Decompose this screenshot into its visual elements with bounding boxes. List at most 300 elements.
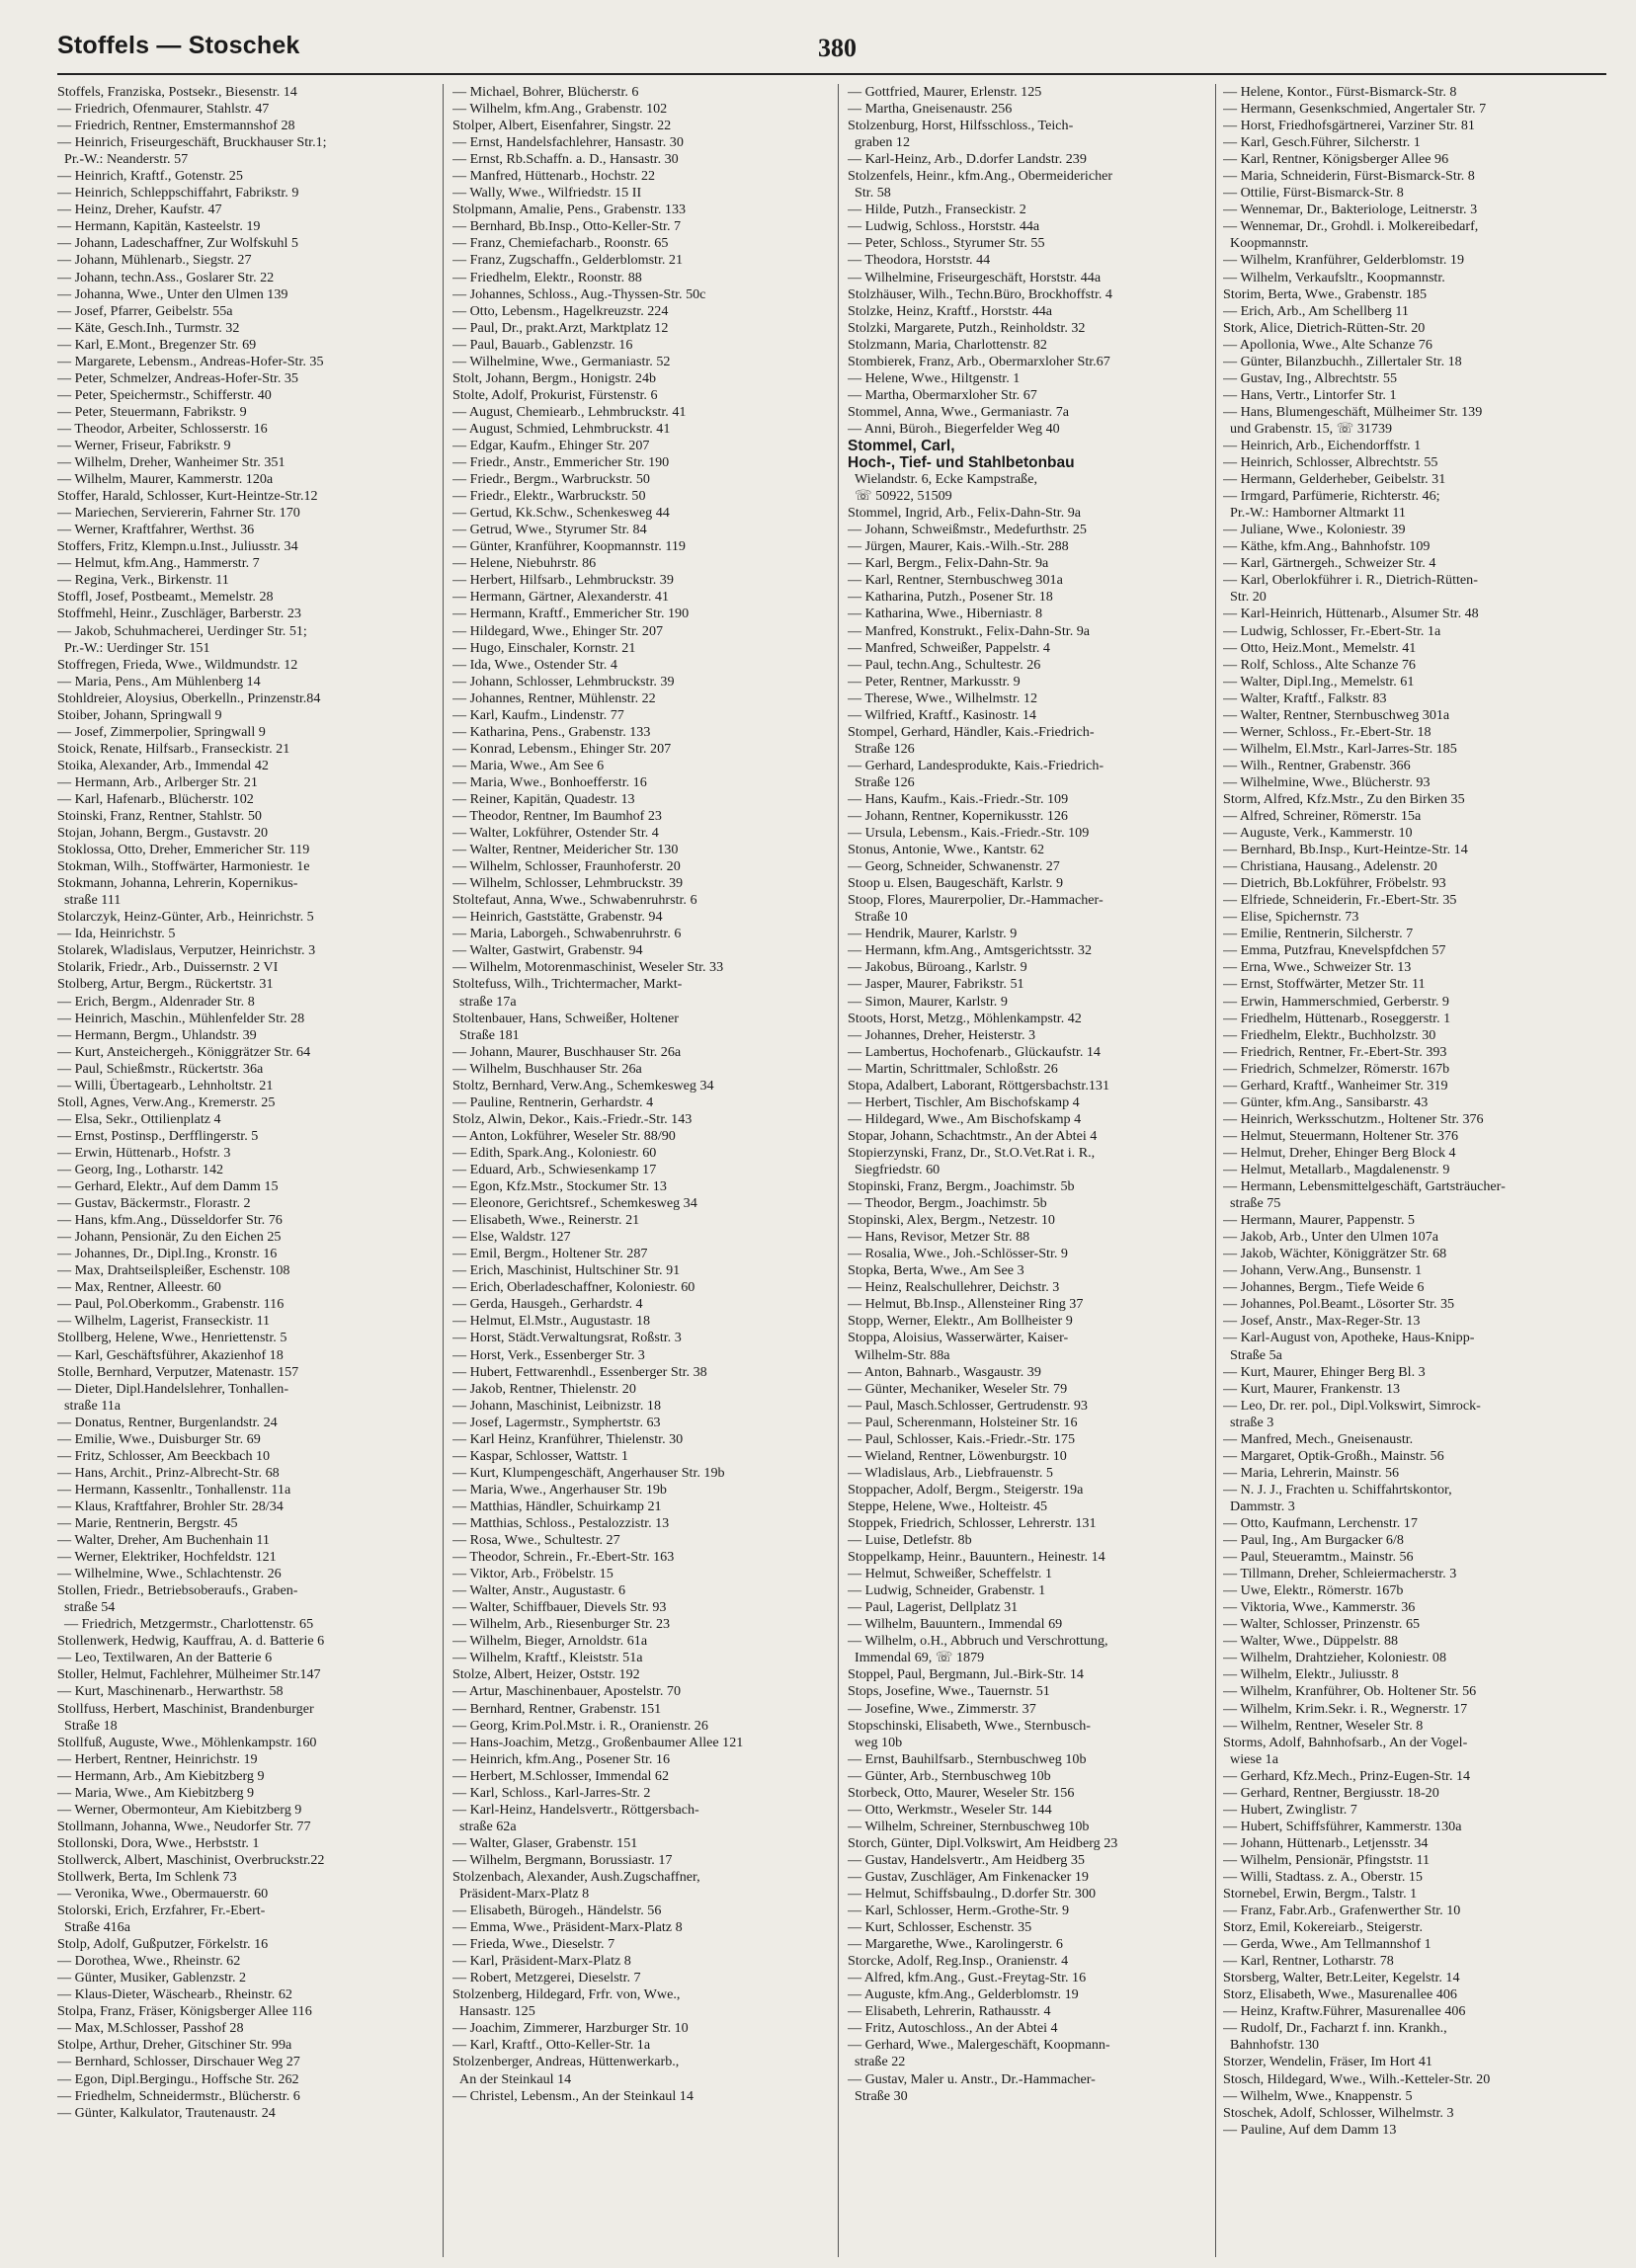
directory-entry: — Paul, Lagerist, Dellplatz 31 xyxy=(848,1599,1019,1616)
directory-entry: — Hans-Joachim, Metzg., Großenbaumer Allee 121 xyxy=(452,1734,744,1750)
directory-entry: — Walter, Rentner, Sternbuschweg 301a xyxy=(1223,706,1450,723)
directory-entry: Stollenwerk, Hedwig, Kauffrau, A. d. Batterie 6 xyxy=(57,1633,325,1650)
directory-entry: Wilhelm-Str. 88a xyxy=(848,1346,950,1363)
directory-entry: Stoschek, Adolf, Schlosser, Wilhelmstr. 3 xyxy=(1223,2104,1454,2121)
directory-entry: Stolte, Adolf, Prokurist, Fürstenstr. 6 xyxy=(452,386,658,403)
directory-entry: — Horst, Friedhofsgärtnerei, Varziner Str. 81 xyxy=(1223,118,1475,134)
directory-entry: — Hildegard, Wwe., Am Bischofskamp 4 xyxy=(848,1110,1082,1127)
directory-entry: — Marie, Rentnerin, Bergstr. 45 xyxy=(57,1514,238,1531)
directory-entry: Wielandstr. 6, Ecke Kampstraße, xyxy=(848,471,1037,488)
directory-entry: wiese 1a xyxy=(1223,1750,1278,1767)
directory-entry: — Elise, Spichernstr. 73 xyxy=(1223,909,1359,926)
directory-entry: — Juliane, Wwe., Koloniestr. 39 xyxy=(1223,522,1406,538)
directory-entry: — Hermann, Gesenkschmied, Angertaler Str. 7 xyxy=(1223,101,1487,118)
directory-entry: — Matthias, Schloss., Pestalozzistr. 13 xyxy=(452,1514,670,1531)
directory-entry: — Robert, Metzgerei, Dieselstr. 7 xyxy=(452,1970,641,1986)
directory-entry: — Karl, Kaufm., Lindenstr. 77 xyxy=(452,706,624,723)
directory-entry: — Wladislaus, Arb., Liebfrauenstr. 5 xyxy=(848,1464,1053,1481)
directory-entry: — Johann, Hüttenarb., Letjensstr. 34 xyxy=(1223,1834,1429,1851)
directory-entry: — Ida, Wwe., Ostender Str. 4 xyxy=(452,656,617,673)
directory-entry: — Wilhelmine, Wwe., Schlachtenstr. 26 xyxy=(57,1566,282,1582)
directory-entry: — Maria, Wwe., Am Kiebitzberg 9 xyxy=(57,1784,255,1801)
directory-entry: — Katharina, Wwe., Hiberniastr. 8 xyxy=(848,606,1042,622)
directory-entry: — Elisabeth, Wwe., Reinerstr. 21 xyxy=(452,1212,640,1229)
directory-entry: — Johann, Schlosser, Lehmbruckstr. 39 xyxy=(452,673,675,689)
page-number: 380 xyxy=(818,34,857,62)
directory-entry: Stopierzynski, Franz, Dr., St.O.Vet.Rat i. R., xyxy=(848,1144,1096,1161)
directory-entry: — Margaret, Optik-Großh., Mainstr. 56 xyxy=(1223,1447,1444,1464)
directory-entry: — Otto, Werkmstr., Weseler Str. 144 xyxy=(848,1801,1052,1818)
directory-entry: — Helmut, Metallarb., Magdalenenstr. 9 xyxy=(1223,1162,1450,1177)
directory-entry: — Hans, Blumengeschäft, Mülheimer Str. 139 xyxy=(1223,403,1483,420)
directory-entry: — Karl, E.Mont., Bregenzer Str. 69 xyxy=(57,336,257,353)
directory-entry: Stolpmann, Amalie, Pens., Grabenstr. 133 xyxy=(452,202,687,218)
directory-entry: — Wilhelm, Krim.Sekr. i. R., Wegnerstr. 17 xyxy=(1223,1700,1468,1717)
directory-entry: — Emma, Wwe., Präsident-Marx-Platz 8 xyxy=(452,1919,683,1936)
directory-entry: — August, Schmied, Lehmbruckstr. 41 xyxy=(452,420,671,437)
directory-entry: — Franz, Chemiefacharb., Roonstr. 65 xyxy=(452,235,669,252)
directory-entry: — Georg, Schneider, Schwanenstr. 27 xyxy=(848,858,1060,875)
directory-entry: Stops, Josefine, Wwe., Tauernstr. 51 xyxy=(848,1683,1050,1700)
directory-entry: Stolz, Alwin, Dekor., Kais.-Friedr.-Str. 143 xyxy=(452,1110,693,1127)
directory-entry: straße 62a xyxy=(452,1818,517,1834)
directory-entry: — Wilhelmine, Friseurgeschäft, Horststr. 44a xyxy=(848,269,1102,285)
directory-entry: — Paul, Schlosser, Kais.-Friedr.-Str. 175 xyxy=(848,1430,1076,1447)
directory-entry: Stoklossa, Otto, Dreher, Emmericher Str. 119 xyxy=(57,842,310,858)
directory-entry: — Heinrich, Schleppschiffahrt, Fabrikstr. 9 xyxy=(57,185,299,202)
directory-entry: — Max, Drahtseilspleißer, Eschenstr. 108 xyxy=(57,1262,290,1279)
directory-entry: — Ludwig, Schloss., Horststr. 44a xyxy=(848,218,1040,235)
directory-entry: — Friedrich, Ofenmaurer, Stahlstr. 47 xyxy=(57,101,270,118)
directory-entry: — Friedrich, Rentner, Fr.-Ebert-Str. 393 xyxy=(1223,1043,1447,1060)
directory-entry: Stoppek, Friedrich, Schlosser, Lehrerstr. 131 xyxy=(848,1514,1097,1531)
directory-entry: Stolzenberger, Andreas, Hüttenwerkarb., xyxy=(452,2054,680,2070)
directory-entry: — August, Chemiearb., Lehmbruckstr. 41 xyxy=(452,403,687,420)
directory-entry: — Johann, Verw.Ang., Bunsenstr. 1 xyxy=(1223,1262,1423,1279)
directory-entry: — Karl, Bergm., Felix-Dahn-Str. 9a xyxy=(848,555,1049,572)
directory-entry: — Heinrich, Kraftf., Gotenstr. 25 xyxy=(57,168,243,185)
directory-entry: — Peter, Speichermstr., Schifferstr. 40 xyxy=(57,386,272,403)
directory-entry: — Alfred, kfm.Ang., Gust.-Freytag-Str. 16 xyxy=(848,1970,1087,1986)
directory-entry: — Maria, Wwe., Am See 6 xyxy=(452,757,605,773)
directory-entry: Stopinski, Franz, Bergm., Joachimstr. 5b xyxy=(848,1178,1075,1195)
directory-entry: — Georg, Ing., Lotharstr. 142 xyxy=(57,1162,224,1177)
directory-entry: Bahnhofstr. 130 xyxy=(1223,2037,1320,2054)
directory-entry: — Karl, Gesch.Führer, Silcherstr. 1 xyxy=(1223,134,1421,151)
directory-entry: — Wilhelm, Kranführer, Gelderblomstr. 19 xyxy=(1223,252,1465,269)
directory-entry: — Helmut, El.Mstr., Augustastr. 18 xyxy=(452,1313,651,1330)
directory-entry: — Hilde, Putzh., Franseckistr. 2 xyxy=(848,202,1026,218)
directory-entry: graben 12 xyxy=(848,134,911,151)
directory-entry: — Martha, Obermarxloher Str. 67 xyxy=(848,386,1037,403)
directory-entry: — Paul, Scherenmann, Holsteiner Str. 16 xyxy=(848,1414,1078,1430)
directory-entry: Stoltefuss, Wilh., Trichtermacher, Markt- xyxy=(452,976,683,993)
directory-entry: — Wilhelm, Drahtzieher, Koloniestr. 08 xyxy=(1223,1650,1447,1666)
directory-entry: — Else, Waldstr. 127 xyxy=(452,1229,571,1246)
directory-entry: — Reiner, Kapitän, Quadestr. 13 xyxy=(452,790,635,807)
directory-entry: — Werner, Obermonteur, Am Kiebitzberg 9 xyxy=(57,1801,302,1818)
directory-entry: — Karl, Oberlokführer i. R., Dietrich-Rütten- xyxy=(1223,572,1478,589)
directory-entry: — Hugo, Einschaler, Kornstr. 21 xyxy=(452,639,636,656)
directory-entry: — Günter, Mechaniker, Weseler Str. 79 xyxy=(848,1380,1068,1397)
directory-entry: Straße 5a xyxy=(1223,1346,1282,1363)
directory-entry: Stopschinski, Elisabeth, Wwe., Sternbusch- xyxy=(848,1717,1091,1734)
directory-entry: Pr.-W.: Neanderstr. 57 xyxy=(57,151,189,168)
directory-entry: — Paul, Masch.Schlosser, Gertrudenstr. 93 xyxy=(848,1397,1088,1414)
directory-entry: — Christiana, Hausang., Adelenstr. 20 xyxy=(1223,858,1437,875)
directory-entry: Stolarik, Friedr., Arb., Duissernstr. 2 VI xyxy=(57,959,279,976)
directory-entry: — Donatus, Rentner, Burgenlandstr. 24 xyxy=(57,1414,278,1430)
directory-entry: — Hermann, Kassenltr., Tonhallenstr. 11a xyxy=(57,1481,291,1498)
directory-entry: Stonus, Antonie, Wwe., Kantstr. 62 xyxy=(848,842,1045,858)
directory-entry: — Rudolf, Dr., Facharzt f. inn. Krankh., xyxy=(1223,2020,1447,2037)
directory-entry: — Matthias, Händler, Schuirkamp 21 xyxy=(452,1498,662,1514)
directory-entry: — Gustav, Bäckermstr., Florastr. 2 xyxy=(57,1195,251,1212)
directory-entry: Stompel, Gerhard, Händler, Kais.-Friedrich- xyxy=(848,723,1095,740)
directory-entry: — Friedhelm, Elektr., Buchholzstr. 30 xyxy=(1223,1026,1436,1043)
directory-entry: — Luise, Detlefstr. 8b xyxy=(848,1532,972,1549)
directory-entry: — Maria, Schneiderin, Fürst-Bismarck-Str. 8 xyxy=(1223,168,1475,185)
directory-entry: — Leo, Dr. rer. pol., Dipl.Volkswirt, Simrock- xyxy=(1223,1397,1481,1414)
directory-entry: — Hermann, Maurer, Pappenstr. 5 xyxy=(1223,1212,1415,1229)
directory-entry: — Josef, Anstr., Max-Reger-Str. 13 xyxy=(1223,1313,1421,1330)
directory-entry: — Emilie, Wwe., Duisburger Str. 69 xyxy=(57,1430,261,1447)
directory-entry: — Eduard, Arb., Schwiesenkamp 17 xyxy=(452,1162,657,1177)
directory-entry: — Helene, Kontor., Fürst-Bismarck-Str. 8 xyxy=(1223,84,1457,100)
directory-entry: Stolorski, Erich, Erzfahrer, Fr.-Ebert- xyxy=(57,1903,266,1919)
directory-entry: — Johanna, Wwe., Unter den Ulmen 139 xyxy=(57,285,288,302)
directory-entry: — Hermann, Gelderheber, Geibelstr. 31 xyxy=(1223,471,1446,488)
directory-entry: — Heinrich, Arb., Eichendorffstr. 1 xyxy=(1223,437,1422,453)
directory-entry: — Wilhelm, Kranführer, Ob. Holtener Str. 56 xyxy=(1223,1683,1477,1700)
directory-entry: Stolpe, Arthur, Dreher, Gitschiner Str. 99a xyxy=(57,2037,292,2054)
directory-entry: — Heinz, Realschullehrer, Deichstr. 3 xyxy=(848,1279,1060,1296)
directory-entry: — Gerhard, Kraftf., Wanheimer Str. 319 xyxy=(1223,1077,1448,1094)
directory-entry: Stoiber, Johann, Springwall 9 xyxy=(57,706,222,723)
directory-entry: — Wilh., Rentner, Grabenstr. 366 xyxy=(1223,757,1411,773)
directory-entry: — Kurt, Maschinenarb., Herwarthstr. 58 xyxy=(57,1683,284,1700)
directory-entry: — Gerhard, Kfz.Mech., Prinz-Eugen-Str. 14 xyxy=(1223,1767,1471,1784)
directory-entry: — Alfred, Schreiner, Römerstr. 15a xyxy=(1223,808,1422,825)
directory-entry: Stoffmehl, Heinr., Zuschläger, Barberstr. 23 xyxy=(57,606,301,622)
directory-entry: — Wilhelm, Elektr., Juliusstr. 8 xyxy=(1223,1666,1399,1683)
directory-entry: — Theodor, Bergm., Joachimstr. 5b xyxy=(848,1195,1047,1212)
directory-entry: — Georg, Krim.Pol.Mstr. i. R., Oranienstr. 26 xyxy=(452,1717,708,1734)
directory-entry: — Johann, techn.Ass., Goslarer Str. 22 xyxy=(57,269,275,285)
directory-entry: — Kurt, Maurer, Frankenstr. 13 xyxy=(1223,1380,1401,1397)
directory-entry: — Wilhelm, El.Mstr., Karl-Jarres-Str. 185 xyxy=(1223,740,1457,757)
directory-entry: — Friedrich, Metzgermstr., Charlottenstr. 65 xyxy=(57,1616,314,1633)
directory-entry: — Theodor, Rentner, Im Baumhof 23 xyxy=(452,808,662,825)
directory-entry: — Werner, Schloss., Fr.-Ebert-Str. 18 xyxy=(1223,723,1432,740)
directory-entry: Stolzki, Margarete, Putzh., Reinholdstr. 32 xyxy=(848,319,1086,336)
directory-entry: — Erna, Wwe., Schweizer Str. 13 xyxy=(1223,959,1412,976)
directory-entry: — Gottfried, Maurer, Erlenstr. 125 xyxy=(848,84,1042,100)
directory-entry: — Peter, Schloss., Styrumer Str. 55 xyxy=(848,235,1045,252)
directory-entry: — Hubert, Fettwarenhdl., Essenberger Str. 38 xyxy=(452,1363,707,1380)
directory-entry: straße 54 xyxy=(57,1599,116,1616)
directory-entry: — Wilhelm, Bergmann, Borussiastr. 17 xyxy=(452,1851,673,1868)
directory-entry: — Werner, Elektriker, Hochfeldstr. 121 xyxy=(57,1549,277,1566)
directory-entry: — Auguste, Verk., Kammerstr. 10 xyxy=(1223,825,1413,842)
directory-entry: ☏ 50922, 51509 xyxy=(848,488,952,505)
directory-entry: — Peter, Steuermann, Fabrikstr. 9 xyxy=(57,403,247,420)
directory-entry: — Klaus-Dieter, Wäschearb., Rheinstr. 62 xyxy=(57,1986,292,2003)
directory-entry: Immendal 69, ☏ 1879 xyxy=(848,1650,985,1666)
directory-entry: — Frieda, Wwe., Dieselstr. 7 xyxy=(452,1936,615,1953)
directory-entry: — Günter, Kranführer, Koopmannstr. 119 xyxy=(452,538,686,555)
directory-entry: — Hans, Kaufm., Kais.-Friedr.-Str. 109 xyxy=(848,790,1069,807)
directory-entry: — Gerda, Wwe., Am Tellmannshof 1 xyxy=(1223,1936,1432,1953)
directory-entry: Stolt, Johann, Bergm., Honigstr. 24b xyxy=(452,369,657,386)
directory-entry: Stoltenbauer, Hans, Schweißer, Holtener xyxy=(452,1010,680,1026)
directory-entry: — Maria, Pens., Am Mühlenberg 14 xyxy=(57,673,261,689)
directory-entry: — Karl Heinz, Kranführer, Thielenstr. 30 xyxy=(452,1430,684,1447)
directory-entry: Stojan, Johann, Bergm., Gustavstr. 20 xyxy=(57,825,269,842)
directory-entry: — Egon, Dipl.Bergingu., Hoffsche Str. 262 xyxy=(57,2070,299,2087)
directory-entry: Stosch, Hildegard, Wwe., Wilh.-Ketteler-Str. 20 xyxy=(1223,2070,1491,2087)
directory-entry: — Karl-Heinz, Handelsvertr., Röttgersbach- xyxy=(452,1801,699,1818)
directory-entry: — Martha, Gneisenaustr. 256 xyxy=(848,101,1013,118)
directory-entry: weg 10b xyxy=(848,1734,903,1750)
directory-entry: — Franz, Zugschaffn., Gelderblomstr. 21 xyxy=(452,252,684,269)
directory-entry: Stombierek, Franz, Arb., Obermarxloher Str.67 xyxy=(848,353,1110,369)
directory-entry: — Hubert, Schiffsführer, Kammerstr. 130a xyxy=(1223,1818,1462,1834)
directory-entry: — Therese, Wwe., Wilhelmstr. 12 xyxy=(848,689,1038,706)
directory-entry: Storbeck, Otto, Maurer, Weseler Str. 156 xyxy=(848,1784,1075,1801)
directory-entry: — Johannes, Dreher, Heisterstr. 3 xyxy=(848,1026,1036,1043)
directory-entry: — Maria, Laborgeh., Schwabenruhrstr. 6 xyxy=(452,926,682,942)
directory-entry: — Heinrich, kfm.Ang., Posener Str. 16 xyxy=(452,1750,670,1767)
directory-entry: — Elisabeth, Lehrerin, Rathausstr. 4 xyxy=(848,2003,1051,2020)
directory-entry: Stommel, Ingrid, Arb., Felix-Dahn-Str. 9a xyxy=(848,505,1082,522)
directory-entry: Storz, Elisabeth, Wwe., Masurenallee 406 xyxy=(1223,1986,1457,2003)
directory-entry: — Josef, Pfarrer, Geibelstr. 55a xyxy=(57,302,233,319)
directory-entry: Stolarek, Wladislaus, Verputzer, Heinrichstr. 3 xyxy=(57,942,316,959)
directory-entry: Stommel, Anna, Wwe., Germaniastr. 7a xyxy=(848,403,1070,420)
directory-entry: — Hermann, Kraftf., Emmericher Str. 190 xyxy=(452,606,690,622)
directory-entry: Stolze, Albert, Heizer, Oststr. 192 xyxy=(452,1666,640,1683)
directory-entry: Stolper, Albert, Eisenfahrer, Singstr. 22 xyxy=(452,118,672,134)
directory-entry: straße 17a xyxy=(452,993,517,1010)
directory-entry: Straße 126 xyxy=(848,740,915,757)
directory-entry: Storm, Alfred, Kfz.Mstr., Zu den Birken 35 xyxy=(1223,790,1465,807)
directory-entry: — Friedrich, Rentner, Emstermannshof 28 xyxy=(57,118,295,134)
directory-entry: Stoffregen, Frieda, Wwe., Wildmundstr. 12 xyxy=(57,656,298,673)
page-header xyxy=(57,30,1606,75)
directory-entry: — Christel, Lebensm., An der Steinkaul 14 xyxy=(452,2087,694,2104)
directory-entry: — Manfred, Hüttenarb., Hochstr. 22 xyxy=(452,168,656,185)
directory-entry: — Wilhelm, kfm.Ang., Grabenstr. 102 xyxy=(452,101,668,118)
directory-entry: — Heinz, Kraftw.Führer, Masurenallee 406 xyxy=(1223,2003,1466,2020)
directory-entry: — Bernhard, Bb.Insp., Otto-Keller-Str. 7 xyxy=(452,218,682,235)
directory-entry: Stornebel, Erwin, Bergm., Talstr. 1 xyxy=(1223,1886,1418,1903)
directory-entry: — Friedr., Elektr., Warbruckstr. 50 xyxy=(452,488,646,505)
directory-entry: — Hildegard, Wwe., Ehinger Str. 207 xyxy=(452,622,664,639)
directory-entry: Stoller, Helmut, Fachlehrer, Mülheimer Str.147 xyxy=(57,1666,321,1683)
directory-entry: — Hendrik, Maurer, Karlstr. 9 xyxy=(848,926,1018,942)
directory-entry: — Wilhelm, Buschhauser Str. 26a xyxy=(452,1060,642,1077)
directory-entry: Stokman, Wilh., Stoffwärter, Harmoniestr. 1e xyxy=(57,858,310,875)
directory-entry: — Johann, Maschinist, Leibnizstr. 18 xyxy=(452,1397,661,1414)
directory-entry: — Johannes, Dr., Dipl.Ing., Kronstr. 16 xyxy=(57,1246,278,1262)
directory-entry: — Walter, Dreher, Am Buchenhain 11 xyxy=(57,1532,270,1549)
directory-entry: — Wilhelm, Pensionär, Pfingststr. 11 xyxy=(1223,1851,1431,1868)
directory-entry: — Heinrich, Friseurgeschäft, Bruckhauser Str.1; xyxy=(57,134,327,151)
directory-entry: — Erich, Oberladeschaffner, Koloniestr. 60 xyxy=(452,1279,695,1296)
directory-entry: Stoppelkamp, Heinr., Bauuntern., Heinestr. 14 xyxy=(848,1549,1105,1566)
directory-entry: — Edgar, Kaufm., Ehinger Str. 207 xyxy=(452,437,650,453)
directory-entry: — Veronika, Wwe., Obermauerstr. 60 xyxy=(57,1886,269,1903)
directory-entry: Präsident-Marx-Platz 8 xyxy=(452,1886,590,1903)
directory-entry: — Wilhelm, Rentner, Weseler Str. 8 xyxy=(1223,1717,1424,1734)
directory-entry: — Karl, Schlosser, Herm.-Grothe-Str. 9 xyxy=(848,1903,1070,1919)
directory-entry: — Wilhelm, Motorenmaschinist, Weseler Str. 33 xyxy=(452,959,724,976)
directory-entry: — Johann, Schweißmstr., Medefurthstr. 25 xyxy=(848,522,1087,538)
directory-entry: Stolberg, Artur, Bergm., Rückertstr. 31 xyxy=(57,976,274,993)
directory-entry: — Helene, Wwe., Hiltgenstr. 1 xyxy=(848,369,1021,386)
directory-entry: — Helene, Niebuhrstr. 86 xyxy=(452,555,597,572)
directory-entry: — Karl-Heinz, Arb., D.dorfer Landstr. 239 xyxy=(848,151,1087,168)
directory-entry: — Emilie, Rentnerin, Silcherstr. 7 xyxy=(1223,926,1414,942)
directory-entry: — Gustav, Zuschläger, Am Finkenacker 19 xyxy=(848,1868,1089,1885)
directory-entry: — Gerda, Hausgeh., Gerhardstr. 4 xyxy=(452,1296,643,1313)
directory-entry: — Franz, Fabr.Arb., Grafenwerther Str. 10 xyxy=(1223,1903,1461,1919)
directory-entry: — Wilhelm, Kraftf., Kleiststr. 51a xyxy=(452,1650,643,1666)
directory-entry: — Karl, Rentner, Königsberger Allee 96 xyxy=(1223,151,1449,168)
directory-entry: — Karl, Gärtnergeh., Schweizer Str. 4 xyxy=(1223,555,1436,572)
directory-entry: und Grabenstr. 15, ☏ 31739 xyxy=(1223,420,1393,437)
directory-entry: — Gerhard, Wwe., Malergeschäft, Koopmann- xyxy=(848,2037,1110,2054)
directory-entry: Hansastr. 125 xyxy=(452,2003,535,2020)
directory-entry: — Horst, Verk., Essenberger Str. 3 xyxy=(452,1346,645,1363)
directory-entry: — Elfriede, Schneiderin, Fr.-Ebert-Str. 35 xyxy=(1223,892,1457,909)
directory-entry: — Uwe, Elektr., Römerstr. 167b xyxy=(1223,1582,1404,1599)
directory-entry: — Eleonore, Gerichtsref., Schemkesweg 34 xyxy=(452,1195,697,1212)
directory-entry: — Manfred, Schweißer, Pappelstr. 4 xyxy=(848,639,1050,656)
directory-entry: — Rosa, Wwe., Schultestr. 27 xyxy=(452,1532,620,1549)
directory-entry: — Wally, Wwe., Wilfriedstr. 15 II xyxy=(452,185,642,202)
directory-entry: — Erich, Bergm., Aldenrader Str. 8 xyxy=(57,993,255,1010)
directory-entry: — Herbert, Rentner, Heinrichstr. 19 xyxy=(57,1750,258,1767)
directory-entry: — Erich, Arb., Am Schellberg 11 xyxy=(1223,302,1409,319)
column-divider xyxy=(1215,84,1216,2257)
directory-entry: — Pauline, Auf dem Damm 13 xyxy=(1223,2121,1397,2138)
directory-entry: Stolp, Adolf, Gußputzer, Förkelstr. 16 xyxy=(57,1936,269,1953)
directory-entry: Storzer, Wendelin, Fräser, Im Hort 41 xyxy=(1223,2054,1432,2070)
directory-entry: — Viktoria, Wwe., Kammerstr. 36 xyxy=(1223,1599,1416,1616)
directory-entry: — Johann, Rentner, Kopernikusstr. 126 xyxy=(848,808,1068,825)
directory-entry: — Manfred, Konstrukt., Felix-Dahn-Str. 9a xyxy=(848,622,1091,639)
directory-entry: — Kurt, Klumpengeschäft, Angerhauser Str. 19b xyxy=(452,1464,725,1481)
directory-entry: Stokmann, Johanna, Lehrerin, Kopernikus- xyxy=(57,875,298,892)
directory-entry: — Paul, Schießmstr., Rückertstr. 36a xyxy=(57,1060,264,1077)
directory-entry: — Johannes, Rentner, Mühlenstr. 22 xyxy=(452,689,656,706)
directory-entry: — Josef, Lagermstr., Symphertstr. 63 xyxy=(452,1414,661,1430)
directory-entry: Straße 126 xyxy=(848,773,915,790)
directory-entry: — Paul, Ing., Am Burgacker 6/8 xyxy=(1223,1532,1404,1549)
directory-entry: — Johannes, Bergm., Tiefe Weide 6 xyxy=(1223,1279,1425,1296)
directory-entry: Stollwerck, Albert, Maschinist, Overbruckstr.22 xyxy=(57,1851,325,1868)
advertisement-name: Stommel, Carl, xyxy=(848,437,955,454)
directory-entry: — Ottilie, Fürst-Bismarck-Str. 8 xyxy=(1223,185,1404,202)
directory-entry: — Heinrich, Schlosser, Albrechtstr. 55 xyxy=(1223,454,1438,471)
directory-entry: Stopa, Adalbert, Laborant, Röttgersbachstr.131 xyxy=(848,1077,1109,1094)
directory-entry: — Walter, Schlosser, Prinzenstr. 65 xyxy=(1223,1616,1421,1633)
directory-entry: Stoop, Flores, Maurerpolier, Dr.-Hammacher- xyxy=(848,892,1104,909)
directory-entry: — Kurt, Maurer, Ehinger Berg Bl. 3 xyxy=(1223,1363,1426,1380)
directory-entry: — Karl, Hafenarb., Blücherstr. 102 xyxy=(57,790,254,807)
directory-entry: — Gertud, Kk.Schw., Schenkesweg 44 xyxy=(452,505,670,522)
directory-entry: Stollwerk, Berta, Im Schlenk 73 xyxy=(57,1868,237,1885)
directory-entry: — Edith, Spark.Ang., Koloniestr. 60 xyxy=(452,1144,657,1161)
directory-entry: Stoffl, Josef, Postbeamt., Memelstr. 28 xyxy=(57,589,274,606)
directory-entry: — Jürgen, Maurer, Kais.-Wilh.-Str. 288 xyxy=(848,538,1069,555)
directory-entry: — Bernhard, Rentner, Grabenstr. 151 xyxy=(452,1700,662,1717)
directory-entry: Storcke, Adolf, Reg.Insp., Oranienstr. 4 xyxy=(848,1953,1069,1970)
directory-entry: — Gerhard, Elektr., Auf dem Damm 15 xyxy=(57,1178,279,1195)
directory-entry: — Friedhelm, Schneidermstr., Blücherstr. 6 xyxy=(57,2087,300,2104)
column-divider xyxy=(838,84,839,2257)
directory-entry: — Margarethe, Wwe., Karolingerstr. 6 xyxy=(848,1936,1063,1953)
directory-entry: — Wilhelm, Schlosser, Lehmbruckstr. 39 xyxy=(452,875,684,892)
directory-entry: — Gerhard, Rentner, Bergiusstr. 18-20 xyxy=(1223,1784,1439,1801)
directory-entry: — Wilhelmine, Wwe., Blücherstr. 93 xyxy=(1223,773,1431,790)
directory-entry: Stohldreier, Aloysius, Oberkelln., Prinzenstr.84 xyxy=(57,689,321,706)
directory-entry: — Erich, Maschinist, Hultschiner Str. 91 xyxy=(452,1262,681,1279)
directory-entry: — Walter, Gastwirt, Grabenstr. 94 xyxy=(452,942,643,959)
directory-entry: — Johann, Ladeschaffner, Zur Wolfskuhl 5 xyxy=(57,235,298,252)
directory-entry: — Wilhelm, Bieger, Arnoldstr. 61a xyxy=(452,1633,648,1650)
directory-entry: Straße 10 xyxy=(848,909,908,926)
directory-entry: — Max, M.Schlosser, Passhof 28 xyxy=(57,2020,244,2037)
directory-entry: Stopinski, Alex, Bergm., Netzestr. 10 xyxy=(848,1212,1055,1229)
directory-entry: — Jakob, Rentner, Thielenstr. 20 xyxy=(452,1380,636,1397)
directory-entry: Stoffers, Fritz, Klempn.u.Inst., Juliusstr. 34 xyxy=(57,538,298,555)
directory-entry: — Kurt, Ansteichergeh., Königgrätzer Str. 64 xyxy=(57,1043,311,1060)
directory-entry: straße 11a xyxy=(57,1397,122,1414)
directory-entry: — Elisabeth, Bürogeh., Händelstr. 56 xyxy=(452,1903,662,1919)
directory-entry: — Emil, Bergm., Holtener Str. 287 xyxy=(452,1246,648,1262)
directory-entry: — Helmut, Bb.Insp., Allensteiner Ring 37 xyxy=(848,1296,1084,1313)
directory-entry: — Peter, Schmelzer, Andreas-Hofer-Str. 35 xyxy=(57,369,298,386)
directory-entry: — Rosalia, Wwe., Joh.-Schlösser-Str. 9 xyxy=(848,1246,1068,1262)
directory-entry: — Werner, Friseur, Fabrikstr. 9 xyxy=(57,437,231,453)
directory-entry: — Paul, Dr., prakt.Arzt, Marktplatz 12 xyxy=(452,319,669,336)
directory-entry: — Helmut, Dreher, Ehinger Berg Block 4 xyxy=(1223,1144,1456,1161)
directory-entry: Stolzenfels, Heinr., kfm.Ang., Obermeidericher xyxy=(848,168,1113,185)
directory-entry: — Tillmann, Dreher, Schleiermacherstr. 3 xyxy=(1223,1566,1457,1582)
directory-entry: Stopka, Berta, Wwe., Am See 3 xyxy=(848,1262,1024,1279)
directory-entry: — Walter, Lokführer, Ostender Str. 4 xyxy=(452,825,659,842)
directory-entry: — Jasper, Maurer, Fabrikstr. 51 xyxy=(848,976,1024,993)
directory-entry: — Wennemar, Dr., Bakteriologe, Leitnerstr. 3 xyxy=(1223,202,1478,218)
directory-entry: — Rolf, Schloss., Alte Schanze 76 xyxy=(1223,656,1416,673)
directory-entry: — Günter, Musiker, Gablenzstr. 2 xyxy=(57,1970,247,1986)
directory-entry: — Josef, Zimmerpolier, Springwall 9 xyxy=(57,723,266,740)
directory-entry: — Heinz, Dreher, Kaufstr. 47 xyxy=(57,202,222,218)
column-2 xyxy=(452,84,826,2257)
directory-entry: — Ernst, Rb.Schaffn. a. D., Hansastr. 30 xyxy=(452,151,679,168)
directory-entry: Stoffels, Franziska, Postsekr., Biesenstr. 14 xyxy=(57,84,297,100)
directory-entry: Straße 18 xyxy=(57,1717,118,1734)
directory-columns xyxy=(57,84,1608,2257)
directory-entry: — Karl-August von, Apotheke, Haus-Knipp- xyxy=(1223,1330,1475,1346)
directory-entry: — Maria, Wwe., Angerhauser Str. 19b xyxy=(452,1481,667,1498)
directory-entry: — Helmut, kfm.Ang., Hammerstr. 7 xyxy=(57,555,260,572)
directory-entry: — Günter, Arb., Sternbuschweg 10b xyxy=(848,1767,1051,1784)
column-3 xyxy=(848,84,1221,2257)
